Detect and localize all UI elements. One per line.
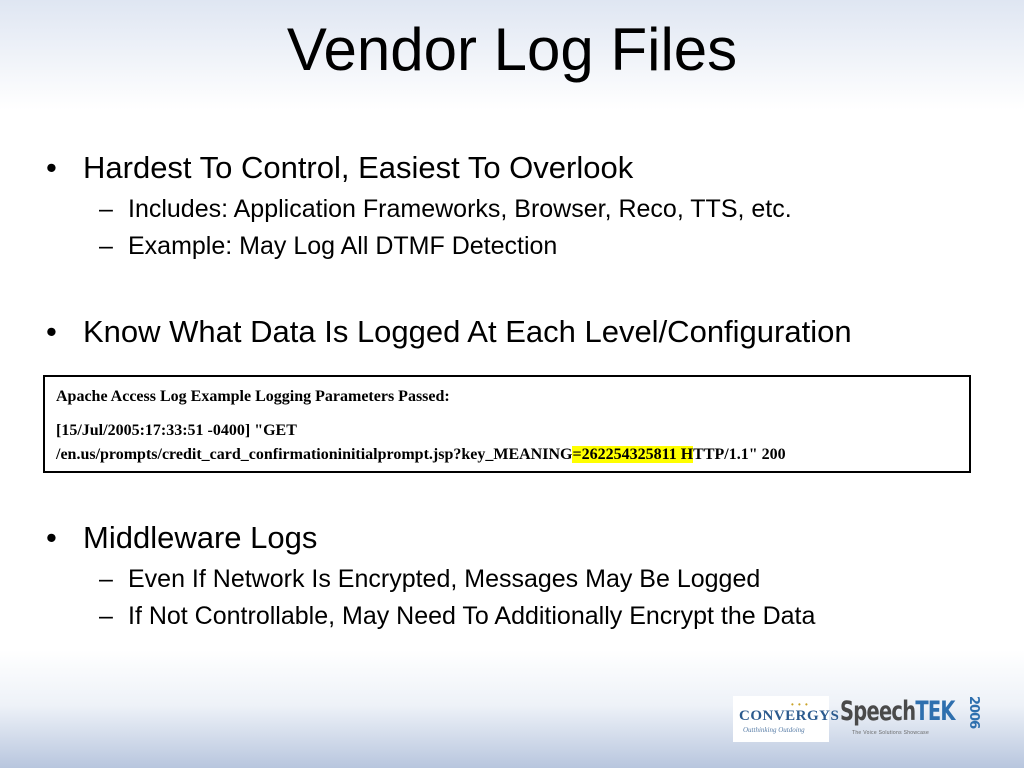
slide-title: Vendor Log Files [286, 16, 738, 83]
sub-bullet-text: Even If Network Is Encrypted, Messages May Be Logged [128, 565, 761, 593]
logo-dots-icon: • • • [791, 700, 809, 709]
bullet-marker: • [46, 150, 57, 185]
sub-bullet-text: Includes: Application Frameworks, Browser, Reco, TTS, etc. [128, 195, 792, 223]
log-example-box [43, 375, 971, 473]
bullet-text: Hardest To Control, Easiest To Overlook [83, 150, 634, 185]
bullet-text: Know What Data Is Logged At Each Level/Configuration [83, 314, 852, 349]
sub-bullet-marker: – [99, 602, 113, 630]
log-line-2-path: /en.us/prompts/credit_card_confirmationinitialprompt.jsp?key_MEANING [56, 446, 573, 463]
sub-bullet-text: Example: May Log All DTMF Detection [128, 232, 558, 260]
convergys-logo-name: CONVERGYS [739, 708, 840, 724]
speechtek-logo-year: 2006 [966, 696, 981, 729]
sub-bullet-marker: – [99, 565, 113, 593]
speechtek-logo-tagline: The Voice Solutions Showcase [852, 730, 930, 736]
bullet-marker: • [46, 314, 57, 349]
sub-bullet-marker: – [99, 232, 113, 260]
bullet-marker: • [46, 520, 57, 555]
speechtek-logo-tek: TEK [915, 696, 955, 727]
speechtek-logo-speech: Speech [840, 696, 916, 727]
log-highlighted-value: =262254325811 H [572, 446, 694, 463]
bullet-text: Middleware Logs [83, 520, 318, 555]
convergys-logo [733, 696, 840, 742]
log-line-1: [15/Jul/2005:17:33:51 -0400] "GET [56, 422, 297, 439]
sub-bullet-text: If Not Controllable, May Need To Additionally Encrypt the Data [128, 602, 816, 630]
log-line-2-protocol: TTP/1.1" 200 [693, 446, 786, 463]
log-example-heading: Apache Access Log Example Logging Parameters Passed: [56, 388, 450, 405]
convergys-logo-tagline: Outthinking Outdoing [743, 726, 805, 734]
speechtek-logo [838, 692, 984, 742]
log-line-2 [56, 446, 786, 464]
sub-bullet-marker: – [99, 195, 113, 223]
speechtek-logo-wordmark [840, 696, 955, 727]
